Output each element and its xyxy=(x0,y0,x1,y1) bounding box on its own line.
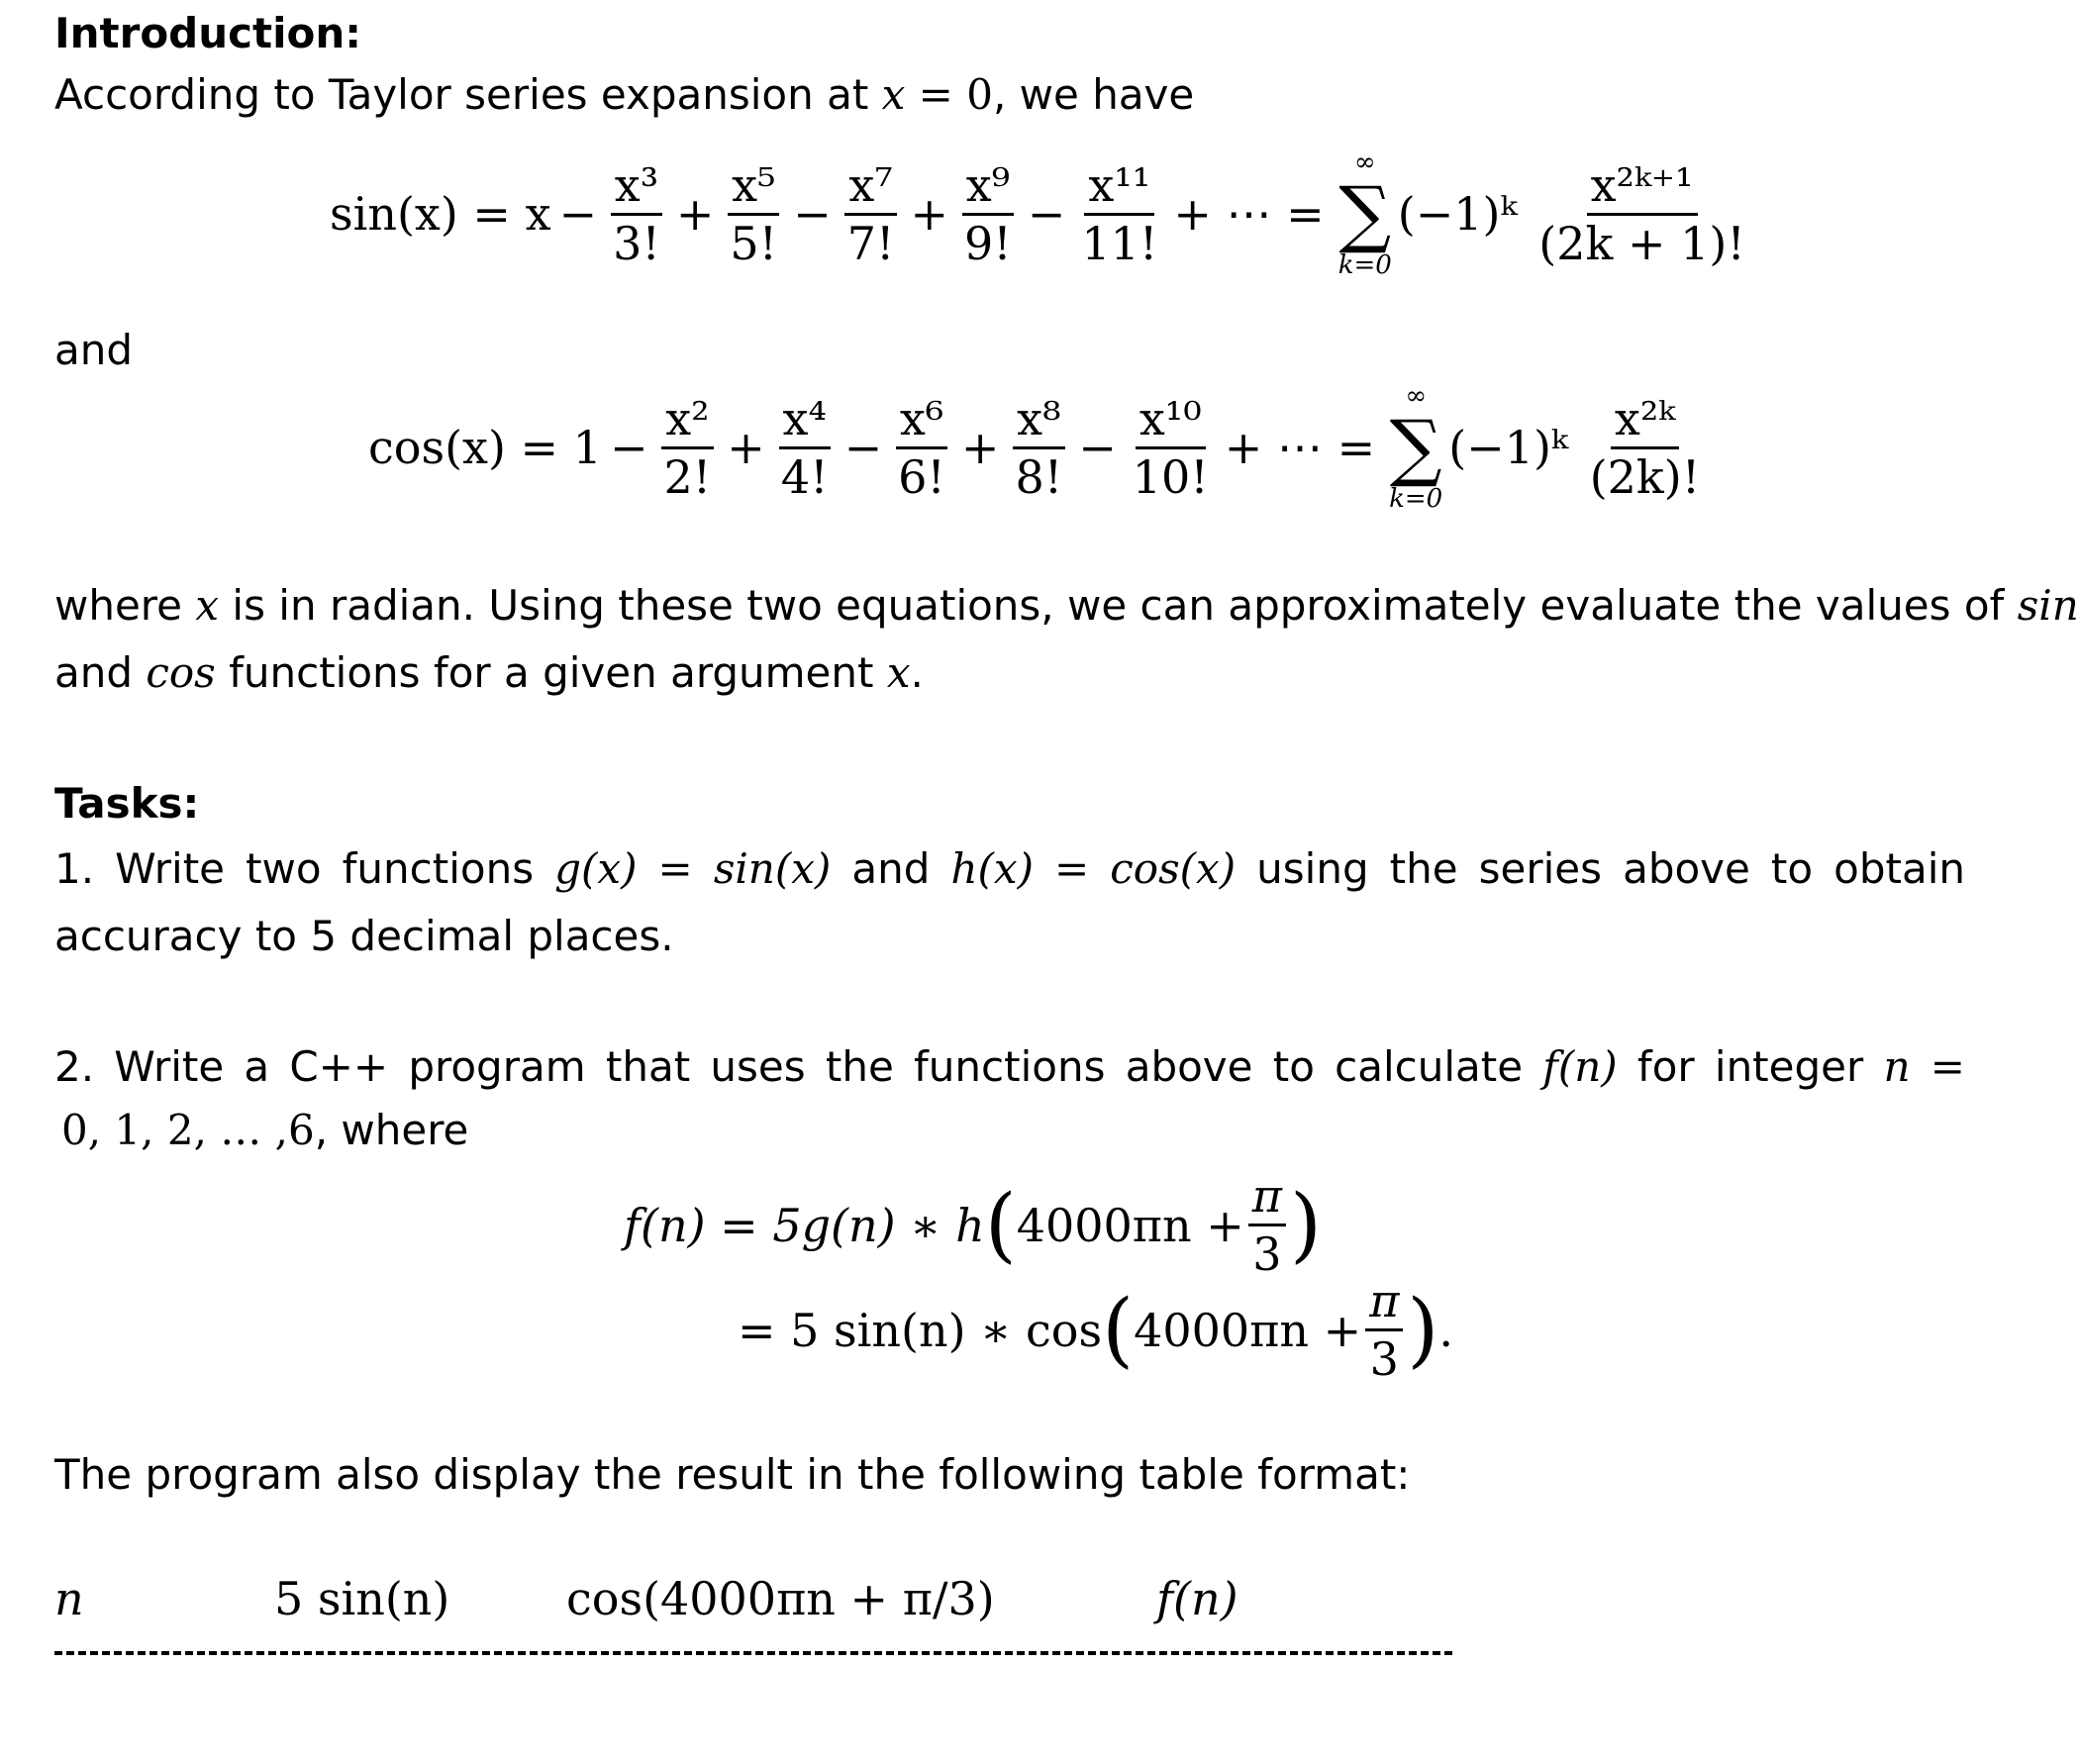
and-word: and xyxy=(54,326,134,374)
tasks-heading: Tasks: xyxy=(54,779,200,828)
summation-symbol: ∞ ∑ k=0 xyxy=(1337,147,1392,280)
sin-lhs: sin(x) = x xyxy=(330,187,551,241)
cos-lhs: cos(x) = 1 xyxy=(368,421,602,474)
f-equation-line-1: f(n) = 5g(n) ∗ h ( 4000πn + $\frac{\pi}{3}$ ) xyxy=(624,1169,1323,1281)
where-line-2: and cos functions for a given argument x. xyxy=(54,648,924,697)
task-1-line-2: accuracy to 5 decimal places. xyxy=(54,912,674,960)
sin-series-equation: sin(x) = x − $\frac{\text{x³}}{3!}$ + $\frac{\text{x⁵}}{5!}$ − $\frac{\text{x⁷}}{7!}$ + $\frac{\text{x⁹}}{9!}$ − $\frac{\text{x¹¹}}{11!}$ + ⋯ = ∞ ∑ k=0 (−1)ᵏ $\frac{\text{x²ᵏ⁺¹}}{(2k + 1)!}$ xyxy=(330,147,1745,280)
task-2-line-2: 0, 1, 2, … ,6, where xyxy=(61,1106,469,1154)
table-divider xyxy=(54,1651,1452,1655)
table-header-n: n xyxy=(54,1572,84,1625)
table-header-f: f(n) xyxy=(1156,1572,1238,1625)
cos-series-equation: cos(x) = 1 − $\frac{\text{x²}}{2!}$ + $\frac{\text{x⁴}}{4!}$ − $\frac{\text{x⁶}}{6!}$ + $\frac{\text{x⁸}}{8!}$ − $\frac{\text{x¹⁰}}{10!}$ + ⋯ = ∞ ∑ k=0 (−1)ᵏ $\frac{\text{x²ᵏ}}{(2k)!}$ xyxy=(368,381,1701,514)
intro-heading: Introduction: xyxy=(54,9,362,57)
display-line: The program also display the result in the following table format: xyxy=(54,1450,1411,1499)
table-header-cos: cos(4000πn + π/3) xyxy=(566,1572,995,1625)
where-line-1: where x is in radian. Using these two equations, we can approximately evaluate the values of sin xyxy=(54,581,2079,630)
intro-line: According to Taylor series expansion at x = 0, we have xyxy=(54,70,1195,119)
summation-symbol: ∞ ∑ k=0 xyxy=(1389,381,1443,514)
task-1-line-1: 1. Write two functions g(x) = sin(x) and h(x) = cos(x) using the series above to obtain xyxy=(54,844,1966,893)
table-header-5sin: 5 sin(n) xyxy=(274,1572,450,1625)
f-equation-line-2: = 5 sin(n) ∗ cos ( 4000πn + $\frac{\pi}{3}$ ) . xyxy=(738,1274,1454,1386)
task-2-line-1: 2. Write a C++ program that uses the functions above to calculate f(n) for integer n = xyxy=(54,1042,1965,1091)
